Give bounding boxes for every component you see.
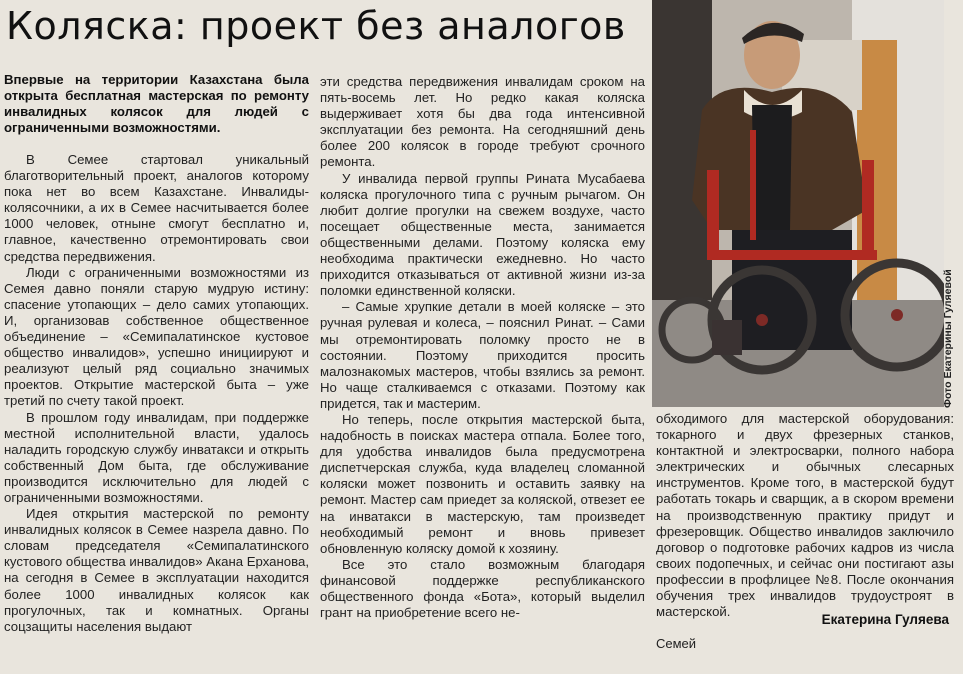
paragraph: Но теперь, после открытия мастерской быта, надобность в поисках мастера отпала. Более того, для удобства инвалидов была предусмотрена диспетчерская служба, куда владелец сломанной коляски может позвонить и оставить заявку на ремонт. Мастер сам приедет за коляской, отвезет ее на инватакси в мастерскую, там произведет необходимый ремонт и вновь привезет обновленную коляску домой к хозяину. bbox=[320, 411, 645, 556]
article-column-1 bbox=[4, 72, 309, 674]
paragraph: обходимого для мастерской оборудования: токарного и двух фрезерных станков, контактной и электросварки, полного набора электрических и обычных слесарных инструментов. Кроме того, в мастерской будут работать токарь и сварщик, а в скором времени на производственную практику придут и фрезеровщик. Общество инвалидов заключило договор о подготовке рабочих кадров из числа своих подопечных, и сейчас они постигают азы профессии в профлицее №8. После окончания обучения трех инвалидов трудоустроят в мастерской. bbox=[656, 411, 954, 620]
paragraph: В прошлом году инвалидам, при поддержке местной исполнительной власти, удалось наладить городскую службу инватакси и открыть собственный Дом быта, где обслуживание производится исключительно для людей с ограниченными возможностями. bbox=[4, 409, 309, 505]
article-author: Екатерина Гуляева bbox=[821, 612, 949, 627]
article-column-2 bbox=[320, 74, 645, 674]
paragraph: В Семее стартовал уникальный благотворительный проект, аналогов которому пока нет во всем Казахстане. Инвалиды-колясочники, а их в Семее насчитывается более 1000 человек, отныне смогут бесплатно и, главное, качественно отремонтировать свои средства передвижения. bbox=[4, 152, 309, 264]
article-column-3 bbox=[656, 411, 954, 631]
article-lead: Впервые на территории Казахстана была открыта бесплатная мастерская по ремонту инвалидных колясок для людей с ограниченными возможностями. bbox=[4, 72, 309, 135]
article-photo bbox=[652, 0, 944, 407]
paragraph: У инвалида первой группы Рината Мусабаева коляска прогулочного типа с ручным рычагом. Он любит долгие прогулки на свежем воздухе, часто посещает общественные места, занимается общественными делами. Поэтому коляска ему необходима практически ежедневно. Но часто приходится отказываться от активной жизни из-за поломки единственной коляски. bbox=[320, 170, 645, 299]
paragraph: – Самые хрупкие детали в моей коляске – это ручная рулевая и колеса, – пояснил Ринат. – Сами мы отремонтировать поломку просто не в состоянии. Поэтому приходится просить малознакомых мастеров, чтобы взялись за ремонт. Но чаще сталкиваемся с отказами. Поэтому как придется, так и мастерим. bbox=[320, 299, 645, 411]
paragraph: Люди с ограниченными возможностями из Семея давно поняли старую мудрую истину: спасение утопающих – дело самих утопающих. И, организовав собственное общественное объединение – «Семипалатинское кустовое общество инвалидов», успешно инициируют и реализуют целый ряд социально значимых проектов. Открытие мастерской быта – уже третий по счету такой проект. bbox=[4, 264, 309, 409]
wheelchair-photo-illustration bbox=[652, 0, 944, 407]
photo-credit: Фото Екатерины Гуляевой bbox=[942, 269, 954, 408]
article-dateline: Семей bbox=[656, 636, 697, 651]
paragraph: Идея открытия мастерской по ремонту инвалидных колясок в Семее назрела давно. По словам председателя «Семипалатинского кустового общества инвалидов» Акана Ерханова, на сегодня в Семее в эксплуатации находится более 1000 инвалидных колясок как прогулочных, так и комнатных. Органы соцзащиты населения выдают bbox=[4, 506, 309, 634]
paragraph: эти средства передвижения инвалидам сроком на пять-восемь лет. Но редко какая коляска выдерживает хотя бы два года интенсивной эксплуатации без ремонта. На сегодняшний день более 200 колясок в городе требуют срочного ремонта. bbox=[320, 74, 645, 170]
article-headline: Коляска: проект без аналогов bbox=[6, 4, 626, 48]
paragraph: Все это стало возможным благодаря финансовой поддержке республиканского общественного фонда «Бота», который выделил грант на приобретение всего не- bbox=[320, 556, 645, 621]
